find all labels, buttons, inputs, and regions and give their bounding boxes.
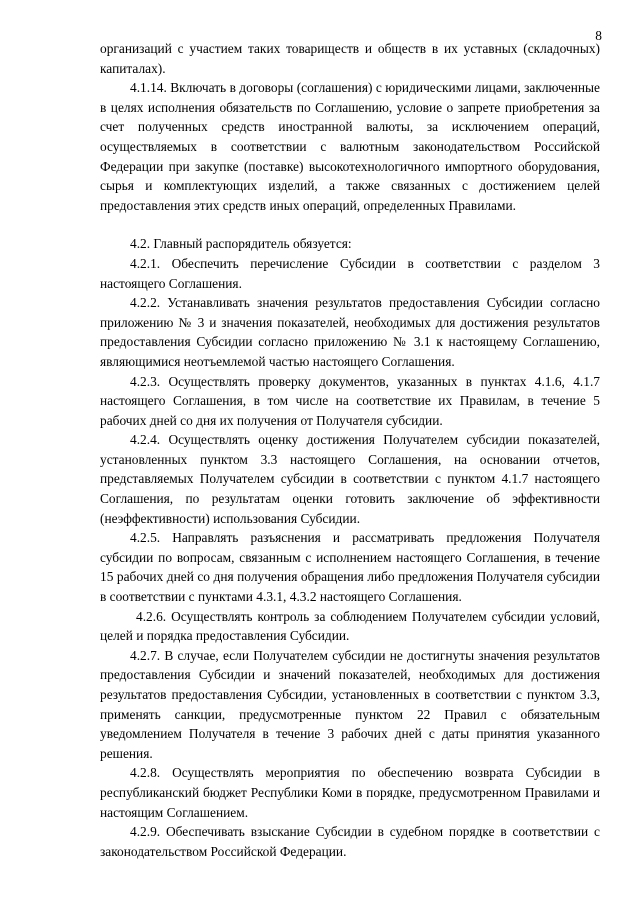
paragraph-4-2-5: 4.2.5. Направлять разъяснения и рассматривать предложения Получателя субсидии по вопросам, связанным с исполнением настоящего Соглашения, в течение 15 рабочих дней со дня получения обращения либо предложения Получателя субсидии в соответствии с пунктами 4.3.1, 4.3.2 настоящего Соглашения. xyxy=(100,530,600,605)
paragraph-4-2-4: 4.2.4. Осуществлять оценку достижения Получателем субсидии показателей, установленных пунктом 3.3 настоящего Соглашения, на основании отчетов, представляемых Получателем субсидии в соответствии с пунктом 4.1.7 настоящего Соглашения, по результатам оценки готовить заключение об эффективности (неэффективности) использования Субсидии. xyxy=(100,432,600,526)
paragraph-4-2-3: 4.2.3. Осуществлять проверку документов, указанных в пунктах 4.1.6, 4.1.7 настоящего Соглашения, в том числе на соответствие их Правилам, в течение 5 рабочих дней со дня их получения от Получателя субсидии. xyxy=(100,373,600,428)
paragraph-4-2-1: 4.2.1. Обеспечить перечисление Субсидии в соответствии с разделом 3 настоящего Соглашения. xyxy=(100,255,600,291)
section-gap xyxy=(100,215,600,234)
paragraph-4-2-8: 4.2.8. Осуществлять мероприятия по обеспечению возврата Субсидии в республиканский бюджет Республики Коми в порядке, предусмотренном Правилами и настоящим Соглашением. xyxy=(100,765,600,820)
paragraph-4-2-7: 4.2.7. В случае, если Получателем субсидии не достигнуты значения результатов предоставления Субсидии и значений показателей, необходимых для достижения результатов предоставления Субсидии, установленных в соответствии с пунктом 3.3, применять санкции, предусмотренные пунктом 22 Правил с обязательным уведомлением Получателя в течение 3 рабочих дней с даты принятия указанного решения. xyxy=(100,647,600,761)
document-body xyxy=(100,39,600,861)
paragraph-4-2-2: 4.2.2. Устанавливать значения результатов предоставления Субсидии согласно приложению № 3 и значения показателей, необходимых для достижения результатов предоставления Субсидии согласно приложению № 3.1 к настоящему Соглашению, являющимися неотъемлемой частью настоящего Соглашения. xyxy=(100,295,600,369)
paragraph-4-2-6: 4.2.6. Осуществлять контроль за соблюдением Получателем субсидии условий, целей и порядка предоставления Субсидии. xyxy=(100,608,600,644)
paragraph-4-2-9: 4.2.9. Обеспечивать взыскание Субсидии в судебном порядке в соответствии с законодательством Российской Федерации. xyxy=(100,824,600,859)
paragraph-continuation: организаций с участием таких товариществ и обществ в их уставных (складочных) капиталах). xyxy=(100,41,600,76)
paragraph-4-2-heading: 4.2. Главный распорядитель обязуется: xyxy=(130,236,352,252)
page-number: 8 xyxy=(595,28,602,43)
paragraph-4-1-14: 4.1.14. Включать в договоры (соглашения) с юридическими лицами, заключенные в целях исполнения обязательств по Соглашению, условие о запрете приобретения за счет полученных средств иностранной валюты, за исключением операций, осуществляемых в соответствии с валютным законодательством Российской Федерации при закупке (поставке) высокотехнологичного импортного оборудования, сырья и комплектующих изделий, а также связанных с достижением целей предоставления этих средств иных операций, определенных Правилами. xyxy=(100,80,600,213)
